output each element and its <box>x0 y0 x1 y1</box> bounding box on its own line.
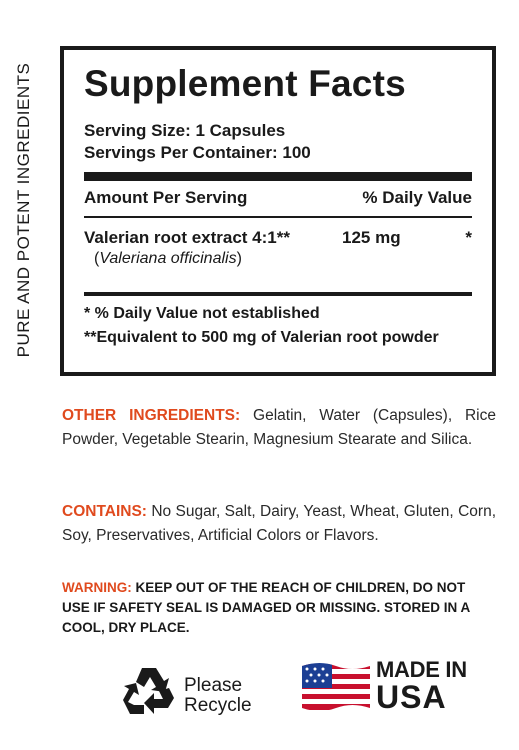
footnote-daily-value: * % Daily Value not established <box>84 305 320 322</box>
amount-header-row <box>84 181 472 216</box>
other-ingredients-text: Gelatin, Water (Capsules), Rice Powder, Vegetable Stearin, Magnesium Stearate and Silica. <box>62 407 496 448</box>
contains <box>62 500 496 548</box>
other-ingredients-label: OTHER INGREDIENTS: <box>62 407 241 424</box>
ingredient-latin-name: (Valeriana officinalis) <box>94 250 242 267</box>
side-label-text: PURE AND POTENT INGREDIENTS <box>14 62 33 358</box>
warning <box>62 578 496 638</box>
footnotes <box>84 296 472 350</box>
recycle-text <box>184 676 252 716</box>
please-recycle-logo <box>120 660 270 720</box>
contains-text: No Sugar, Salt, Dairy, Yeast, Wheat, Gluten, Corn, Soy, Preservatives, Artificial Colors or Flavors. <box>62 503 496 544</box>
supplement-facts-panel <box>60 46 496 376</box>
usa-label: USA <box>376 679 447 715</box>
made-in-usa-text <box>376 657 467 715</box>
servings-per-container: Servings Per Container: 100 <box>84 143 311 162</box>
recycle-line-2: Recycle <box>184 695 252 716</box>
made-in-label: MADE IN <box>376 657 467 682</box>
footnote-equivalent: **Equivalent to 500 mg of Valerian root powder <box>84 329 439 346</box>
ingredient-row <box>84 218 472 292</box>
recycle-line-1: Please <box>184 675 243 696</box>
ingredient-name: Valerian root extract 4:1** <box>84 228 290 247</box>
ingredient-amount: 125 mg <box>342 228 401 247</box>
made-in-usa-logo <box>300 658 470 718</box>
serving-info <box>84 120 472 164</box>
warning-text: KEEP OUT OF THE REACH OF CHILDREN, DO NOT USE IF SAFETY SEAL IS DAMAGED OR MISSING. STORED IN A COOL, DRY PLACE. <box>62 580 470 635</box>
side-label <box>4 40 44 380</box>
daily-value-header: % Daily Value <box>362 188 472 207</box>
divider-thick <box>84 172 472 181</box>
ingredient-daily-value: * <box>465 228 472 247</box>
contains-label: CONTAINS: <box>62 503 147 520</box>
recycle-icon <box>120 664 178 720</box>
facts-title: Supplement Facts <box>84 63 406 104</box>
amount-per-serving-header: Amount Per Serving <box>84 188 248 207</box>
serving-size: Serving Size: 1 Capsules <box>84 121 286 140</box>
usa-flag-icon <box>300 660 372 714</box>
other-ingredients <box>62 404 496 452</box>
warning-label: WARNING: <box>62 580 132 595</box>
